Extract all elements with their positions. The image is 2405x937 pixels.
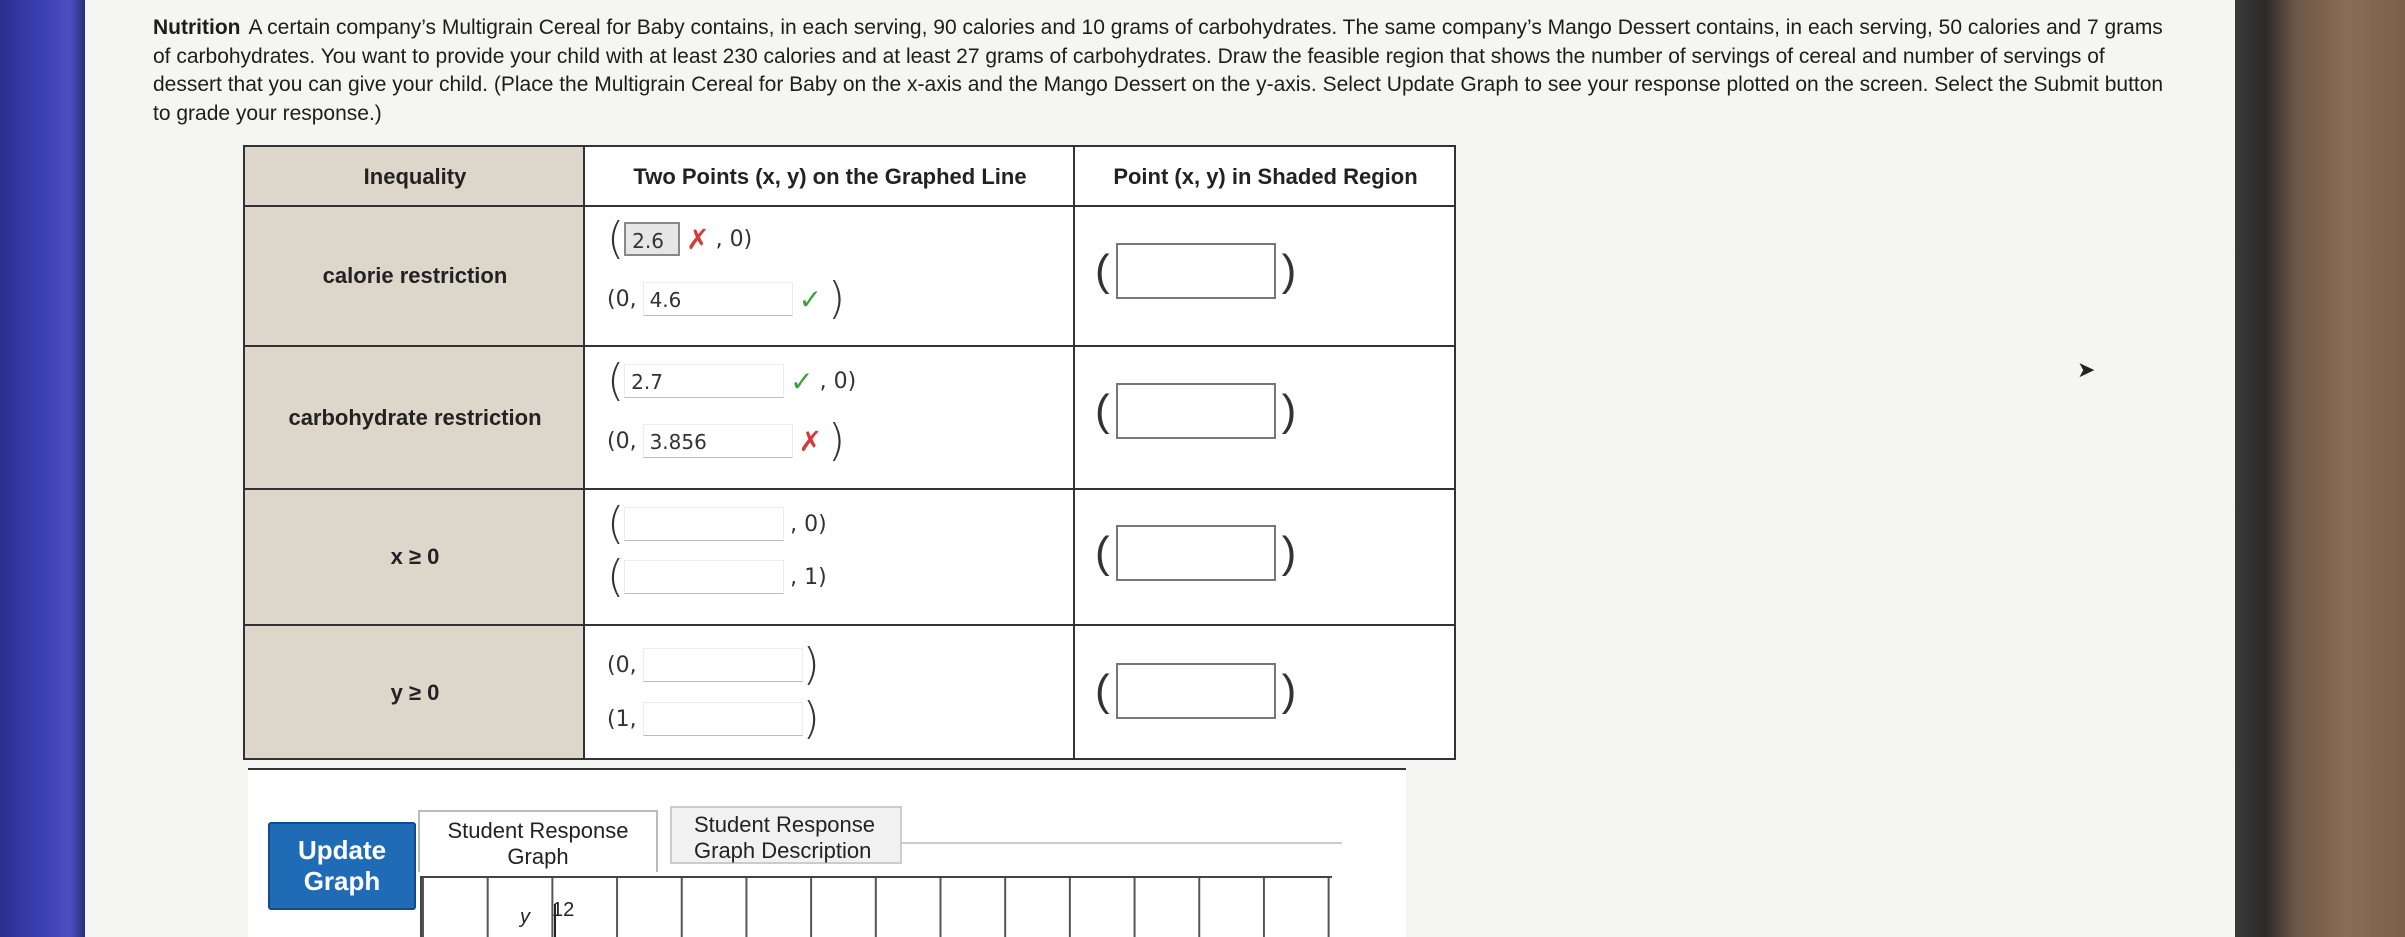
update-graph-button[interactable]: Update Graph	[268, 822, 416, 910]
problem-text: A certain company’s Multigrain Cereal for Baby contains, in each serving, 90 calories and 10 grams of carbohydrates. The same company’s Mango Dessert contains, in each serving, 50 calories and 7 grams of carbohydrates. You want to provide your child with at least 230 calories and at least 27 grams of carbohydrates. Draw the feasible region that shows the number of servings of cereal and number of servings of dessert that you can give your child. (Place the Multigrain Cereal for Baby on the x-axis and the Mango Dessert on the y-axis. Select Update Graph to see your response plotted on the screen. Select the Submit button to grade your response.)	[153, 16, 2164, 125]
ynonneg-point-2: (1, )	[607, 693, 820, 744]
ynonneg-p2-input[interactable]	[643, 702, 803, 736]
calorie-shaded-point: ( )	[1095, 243, 1296, 299]
correct-icon: ✓	[798, 282, 823, 316]
calorie-x-intercept-input[interactable]: 2.6	[624, 222, 680, 256]
header-inequality: Inequality	[363, 164, 467, 189]
row-label-x-nonneg: x ≥ 0	[390, 544, 440, 569]
carb-point-1: ( 2.7 ✓ , 0)	[607, 355, 857, 406]
ynonneg-p1-input[interactable]	[643, 648, 803, 682]
monitor-bezel-right	[2235, 0, 2405, 937]
carb-x-intercept-input[interactable]: 2.7	[624, 364, 784, 398]
xnonneg-shaded-point: ( )	[1095, 525, 1296, 581]
row-label-y-nonneg: y ≥ 0	[390, 680, 440, 705]
row-label-carbohydrate: carbohydrate restriction	[288, 404, 542, 430]
carb-shaded-input[interactable]	[1116, 383, 1276, 439]
correct-icon: ✓	[790, 364, 814, 398]
ynonneg-point-1: (0, )	[607, 639, 820, 690]
carb-y-intercept-input[interactable]: 3.856	[643, 424, 793, 458]
xnonneg-shaded-input[interactable]	[1116, 525, 1276, 581]
xnonneg-point-1: ( , 0)	[607, 498, 827, 549]
xnonneg-point-2: ( , 1)	[607, 551, 827, 602]
y-axis-label: y	[520, 906, 530, 928]
incorrect-icon: ✗	[798, 424, 823, 458]
y-axis-top-tick: 12	[552, 899, 575, 921]
problem-statement	[153, 14, 2173, 128]
incorrect-icon: ✗	[686, 222, 710, 256]
problem-lead: Nutrition	[153, 16, 241, 39]
tab-underline	[902, 842, 1342, 844]
mouse-pointer-icon: ➤	[2077, 357, 2096, 382]
ynonneg-shaded-input[interactable]	[1116, 663, 1276, 719]
tab-student-response-graph-description[interactable]: Student Response Graph Description	[670, 806, 902, 864]
xnonneg-p1-input[interactable]	[624, 507, 784, 541]
calorie-point-1: ( 2.6 ✗ , 0)	[607, 213, 753, 264]
header-two-points: Two Points (x, y) on the Graphed Line	[633, 164, 1027, 189]
carb-shaded-point: ( )	[1095, 383, 1296, 439]
xnonneg-p2-input[interactable]	[624, 560, 784, 594]
calorie-point-2: (0, 4.6 ✓ )	[607, 273, 846, 324]
header-shaded-point: Point (x, y) in Shaded Region	[1113, 164, 1418, 189]
row-label-calorie: calorie restriction	[322, 263, 508, 288]
calorie-y-intercept-input[interactable]: 4.6	[643, 282, 793, 316]
inequality-table	[243, 145, 1456, 760]
carb-point-2: (0, 3.856 ✗ )	[607, 415, 846, 466]
tab-student-response-graph[interactable]: Student Response Graph	[418, 810, 658, 872]
ynonneg-shaded-point: ( )	[1095, 663, 1296, 719]
calorie-shaded-input[interactable]	[1116, 243, 1276, 299]
